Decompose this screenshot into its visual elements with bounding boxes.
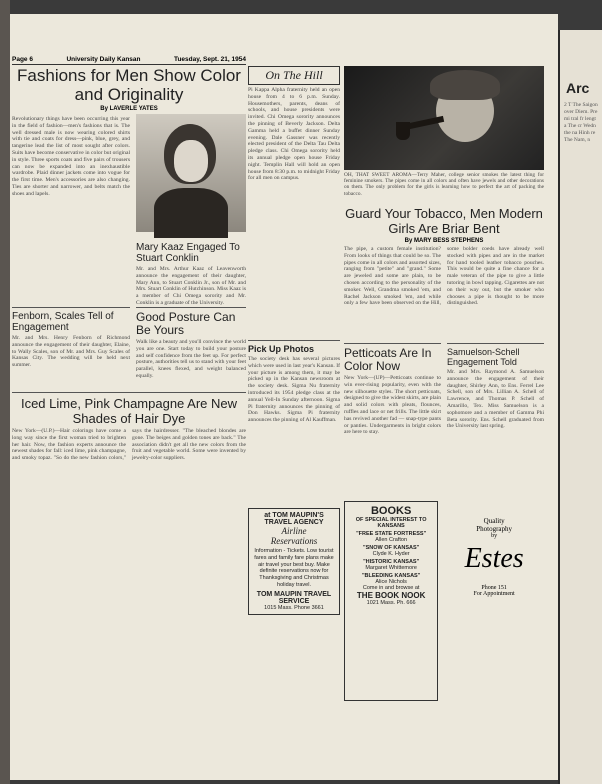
kaaz-dress (154, 188, 228, 238)
pipe-hair (430, 70, 500, 100)
book-title-3: "BLEEDING KANSAS" (361, 573, 421, 579)
book-title-2: "HISTORIC KANSAS" (363, 559, 420, 565)
adjacent-page-headline: Arc (566, 80, 590, 96)
estes-phone: Phone 151 (481, 585, 507, 591)
adjacent-page (558, 30, 602, 784)
books-store: THE BOOK NOOK (356, 591, 426, 600)
column-middle (248, 66, 340, 615)
maupin-name: TOM MAUPIN TRAVEL SERVICE (256, 590, 332, 605)
fashion-headline: Fashions for Men Show Color and Originality (17, 66, 241, 104)
kaaz-body: Mr. and Mrs. Arthur Kaaz of Leavenworth announce the engagement of their daughter, Mary Ann, to Stuart Conklin Jr., son of Mr. and Mrs. Stuart Conklin of Hutchinson. Miss Kaaz is a member of Chi Omega sorority and Mr. Conklin is a graduate of the University. (136, 266, 246, 306)
fashion-byline: By LAVERLE YATES (100, 106, 158, 112)
on-the-hill-box (248, 66, 340, 85)
estes-appt: For Appointment (473, 591, 515, 597)
book-author-2: Margaret Whittemore (365, 565, 417, 571)
petticoats-headline: Petticoats Are In Color Now (344, 346, 432, 373)
kaaz-face (174, 140, 208, 182)
guard-body: The pipe, a custom female institution? From looks of things that could be so. The pipes come in all colors and assorted sizes, ranging from "petite" and "grand." Some are jeweled and some are plain, to be chosen according to the personality of the smoker. Well, Grandma smoked 'em, and Rachel Jackson smoked 'em, and while only a few have been observed on the Hill, some bolder coeds have already well stocked with pipes and are in the market for hand tooled leather tobacco pouches. This would be quite a fine chance for a male veteran of the pipe to give a little tutoring in bowl tapping. Cigarettes are not on their way out, but the smoker who chooses a pipe is thought to be more distinguished. (344, 246, 544, 307)
page-number: Page 6 (12, 56, 33, 63)
pickup-headline: Pick Up Photos (248, 344, 315, 354)
estes-logo: Estes (464, 543, 524, 574)
on-the-hill-body: Pi Kappa Alpha fraternity held an open house from 4 to 6 p.m. Sunday. Housemothers, parents, deans of schools, and house presidents were invited. Chi Omega sorority announces the pinning of Beverly Jackson. Delta Gamma held a buffet dinner Sunday evening. Dale Gassner was recently elected president of the Delta Tau Delta pledge class. Chi Omega sorority held its annual pledge open house Friday night. Templin Hall will hold an open house from 8:30 p.m. to midnight Friday for all men on campus. (248, 87, 340, 182)
kaaz-photo (136, 114, 246, 232)
maupin-title1: at TOM MAUPIN'S (264, 512, 324, 519)
maupin-sub2: Reservations (270, 536, 318, 546)
estes-ad (444, 501, 544, 701)
pipe-bowl (396, 122, 410, 140)
samuelson-body: Mr. and Mrs. Raymond A. Samuelson announce the engagement of their daughter, Shirley Ann, to Ens. Ferrel Lee Schell, son of Mrs. Lillian A. Schell of Lawrence, and Thomas P. Schell of Amarillo, Tex. Miss Samuelson is a sophomore and a member of Gamma Phi Beta sorority. Ens. Schell graduated from the University last spring. (447, 369, 544, 430)
issue-date: Tuesday, Sept. 21, 1954 (173, 56, 246, 63)
estes-q1: Quality (483, 517, 505, 525)
adjacent-page-text: 2 T The Saigon over Diem. Premi tral fr lengta The cr Wedn the na Hinh re The Nam, n (564, 102, 598, 143)
book-author-0: Allen Crafton (375, 537, 408, 543)
book-title-0: "FREE STATE FORTRESS" (356, 531, 427, 537)
column-left (12, 66, 246, 598)
maupin-title2: TRAVEL AGENCY (264, 519, 324, 526)
posture-headline: Good Posture Can Be Yours (136, 310, 236, 337)
books-footer: Come in and browse at (362, 585, 420, 591)
on-the-hill-title: On The Hill (265, 68, 323, 82)
petticoats-body: New York—(UP)—Petticoats continue to win ever-rising popularity, even with the new silhouette styles. The short petticoats, designed to give the widest skirts, are plain and solid colors with pleats, flounces, ruffles and lace or net frills. The little skirt has revived another fad — snap-type pants or panties. Undergarments in bright colors are here to stay. (344, 375, 441, 436)
iced-body: New York—(U.P.)—Hair colorings have come a long way since the first woman tried to brighten her hair. Now, the fashion experts announce the newest shades for fall: iced lime, pink champagne, and smoky topaz. "So do the new fashion colors," says the hairdresser. "The bleached blondes are gone. The beiges and golden tones are back." The association didn't get all the new colors from the fruit and vegetable world. Some were invented by jewelry-color suppliers. (12, 428, 246, 462)
maupin-sub1: Airline (281, 526, 307, 536)
maupin-body: Information - Tickets. Low tourist fares and family fare plans make air travel your best buy. Make definite reservations now for Thanksgiving and Christmas holiday travel. (254, 548, 334, 588)
book-nook-ad (344, 501, 438, 701)
page-binding (0, 0, 10, 784)
posture-body: Walk like a beauty and you'll convince the world you are one. Start today to build your posture and self confidence from the feet up. For perfect posture, authorities tell us to stand with your feet parallel, knees flexed, and weight balanced equally. (136, 339, 246, 379)
estes-by: by (491, 533, 498, 539)
paper-name: University Daily Kansan (66, 56, 141, 63)
iced-headline: Iced Lime, Pink Champagne Are New Shades of Hair Dye (20, 396, 238, 426)
pickup-body: The society desk has several pictures which were used in last year's Kansan. If your picture is among them, it may be picked up in the Kansan newsroom at the society desk. Sigma Nu fraternity introduced its 1954 pledge class at the annual Yell-In Sunday afternoon. Sigma Pi fraternity announces the pinning of Don Hawks. Sigma Pi fraternity announces the pinning of Al Kauffman. (248, 356, 340, 424)
column-right (344, 66, 544, 701)
samuelson-headline: Samuelson-Schell Engagement Told (447, 347, 520, 367)
guard-headline: Guard Your Tobacco, Men Modern Girls Are Briar Bent (345, 206, 543, 236)
book-list (348, 531, 434, 585)
fenborn-headline: Fenborn, Scales Tell of Engagement (12, 311, 114, 333)
estes-q2: Photography (476, 525, 513, 533)
book-author-1: Clyde K. Hyder (372, 551, 410, 557)
books-sub: OF SPECIAL INTEREST TO KANSANS (355, 517, 427, 529)
page-header (12, 56, 246, 65)
book-author-3: Alice Nichols (375, 579, 407, 585)
kaaz-headline: Mary Kaaz Engaged To Stuart Conklin (136, 242, 240, 264)
maupin-address: 1015 Mass. Phone 3661 (264, 604, 324, 611)
fashion-body: Revolutionary things have been occurring this year in the field of fashion—men's fashions that is. The well dressed male is now wearing colored shirts with tie and coats for dress—pink, blue, grey, and tangerine lead the list of most sought after colors. Suits have become conservative in color but original in style. Three sports coats and five pairs of trousers can now be expanded into an inexhaustible wardrobe. Plaid dinner jackets come into vogue for the first time. Men's accessories are also changing. Ties are shorter and narrower, and belts match the shoes and lapels. (12, 116, 130, 197)
guard-byline: By MARY BESS STEPHENS (404, 238, 484, 244)
books-title: BOOKS (370, 505, 412, 517)
books-address: 1021 Mass. Ph. 666 (366, 600, 416, 606)
pipe-caption: OH, THAT SWEET AROMA—Terry Maher, college senior smokes the latest thing for feminine smokers. The pipes come in all colors and often have jewels and other decorations on them. The only problem for the girls is learning how to perfect the art of packing the tobacco. (344, 172, 544, 197)
book-title-1: "SNOW OF KANSAS" (363, 545, 420, 551)
pipe-photo (344, 66, 544, 170)
fenborn-body: Mr. and Mrs. Henry Fenborn of Richmond announce the engagement of their daughter, Elaine, to Wally Scales, son of Mr. and Mrs. Guy Scales of Kansas City. The wedding will be held next summer. (12, 335, 130, 369)
maupin-ad (248, 508, 340, 615)
